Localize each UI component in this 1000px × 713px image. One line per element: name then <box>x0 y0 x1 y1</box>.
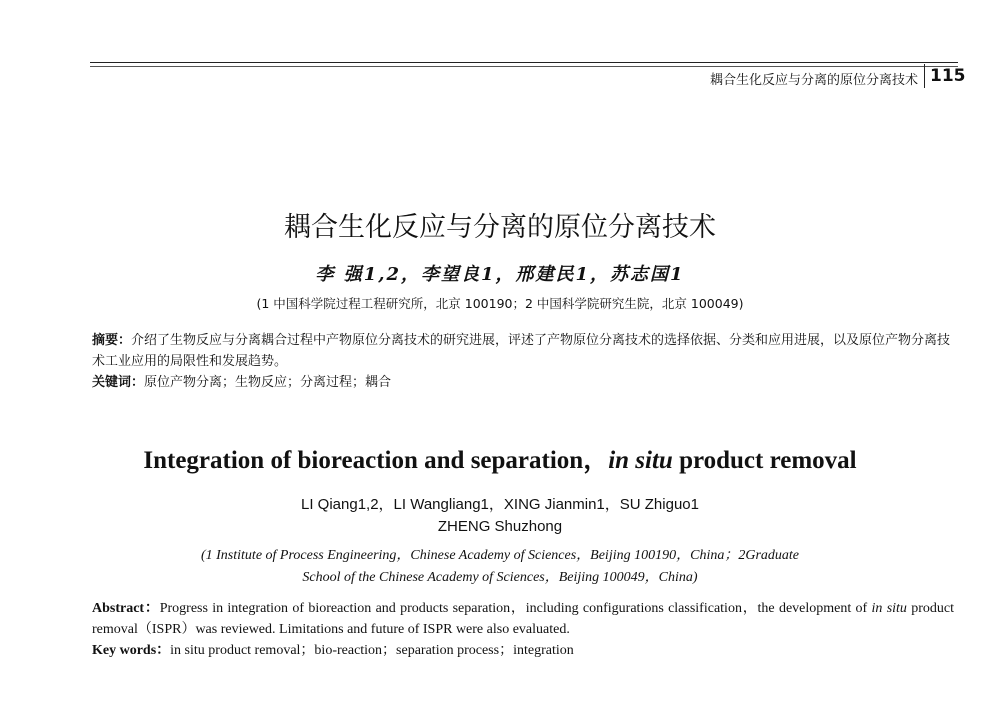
cn-keywords <box>92 372 952 393</box>
en-abstract-part2: product removal（ISPR）was reviewed. Limitations and future of ISPR were also evaluated. <box>92 601 955 637</box>
en-title-post: product removal <box>672 447 857 474</box>
header-rule-thin <box>90 66 958 67</box>
en-affiliation-line2: School of the Chinese Academy of Sciences，Beijing 100049，China) <box>302 570 698 585</box>
cn-abstract-text: 介绍了生物反应与分离耦合过程中产物原位分离技术的研究进展，评述了产物原位分离技术的选择依据、分类和应用进展，以及原位产物分离技术工业应用的局限性和发展趋势。 <box>92 333 951 369</box>
en-abstract-italic: in situ <box>871 601 907 616</box>
en-title <box>0 440 1000 476</box>
en-authors <box>0 494 1000 538</box>
en-keywords-label: Key words： <box>92 643 171 658</box>
en-authors-line1: LI Qiang1,2，LI Wangliang1，XING Jianmin1，SU Zhiguo1 <box>301 496 699 513</box>
en-title-italic: in situ <box>608 447 673 474</box>
cn-affiliation: (1 中国科学院过程工程研究所，北京 100190；2 中国科学院研究生院，北京 100049) <box>256 296 744 311</box>
page-number-separator <box>924 64 925 88</box>
en-abstract-block <box>92 598 954 661</box>
cn-abstract-label: 摘要： <box>92 333 132 348</box>
cn-abstract-block <box>92 330 952 393</box>
running-title: 耦合生化反应与分离的原位分离技术 <box>709 73 918 88</box>
cn-title: 耦合生化反应与分离的原位分离技术 <box>284 212 716 243</box>
cn-keywords-label: 关键词： <box>92 375 145 390</box>
en-affiliation <box>0 545 1000 589</box>
cn-keywords-text: 原位产物分离；生物反应；分离过程；耦合 <box>144 375 392 390</box>
en-authors-line2: ZHENG Shuzhong <box>437 518 563 535</box>
en-abstract <box>92 598 954 640</box>
en-keywords <box>92 640 954 661</box>
cn-authors: 李 强1,2，李望良1，邢建民1，苏志国1 <box>315 264 685 285</box>
en-abstract-part1: Progress in integration of bioreaction and products separation，including configurations classification，the development of <box>159 601 872 616</box>
en-affiliation-line1: (1 Institute of Process Engineering，Chinese Academy of Sciences，Beijing 100190，China；2Graduate <box>200 548 799 563</box>
header-rule <box>90 62 958 63</box>
cn-abstract <box>92 330 952 372</box>
en-title-pre: Integration of bioreaction and separation， <box>143 447 609 474</box>
page-number: 115 <box>930 66 966 86</box>
en-abstract-label: Abstract： <box>92 601 160 616</box>
en-keywords-text: in situ product removal；bio-reaction；separation process；integration <box>170 643 574 658</box>
